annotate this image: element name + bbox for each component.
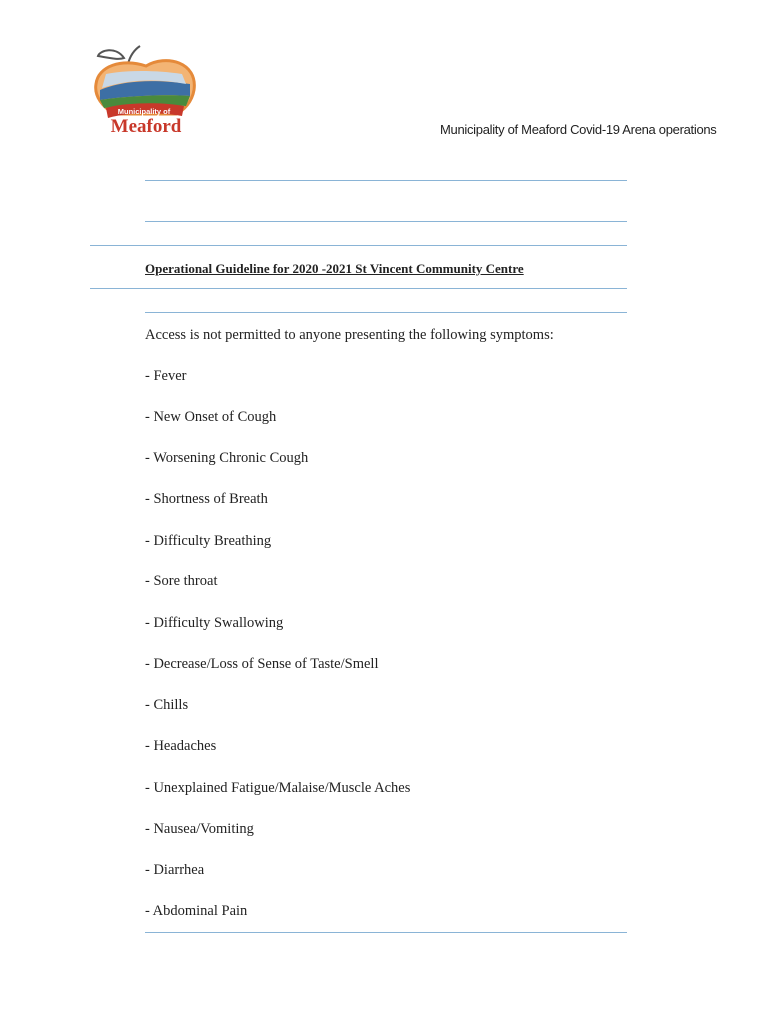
logo-text-main: Meaford bbox=[110, 116, 182, 137]
list-item: - Sore throat bbox=[145, 573, 218, 589]
list-item: - Fever bbox=[145, 368, 187, 384]
divider-line bbox=[90, 288, 627, 289]
list-item: - Decrease/Loss of Sense of Taste/Smell bbox=[145, 656, 379, 672]
divider-line bbox=[145, 221, 627, 222]
document-title: Operational Guideline for 2020 -2021 St Vincent Community Centre bbox=[145, 261, 524, 276]
divider-line bbox=[145, 180, 627, 181]
list-item: - New Onset of Cough bbox=[145, 409, 277, 425]
divider-line bbox=[145, 932, 627, 933]
list-item: - Difficulty Swallowing bbox=[145, 615, 284, 631]
divider-line bbox=[145, 312, 627, 313]
list-item: - Nausea/Vomiting bbox=[145, 821, 254, 837]
municipality-logo-icon bbox=[86, 44, 204, 140]
list-item: - Shortness of Breath bbox=[145, 491, 268, 507]
header-caption: Municipality of Meaford Covid-19 Arena operations bbox=[440, 122, 717, 137]
list-item: - Diarrhea bbox=[145, 862, 205, 878]
list-item: - Headaches bbox=[145, 738, 217, 754]
list-item: - Chills bbox=[145, 697, 189, 713]
list-item: - Difficulty Breathing bbox=[145, 533, 272, 549]
logo-text-top: Municipality of bbox=[117, 107, 171, 116]
divider-line bbox=[90, 245, 627, 246]
list-item: - Worsening Chronic Cough bbox=[145, 450, 309, 466]
list-item: - Abdominal Pain bbox=[145, 903, 248, 919]
list-item: - Unexplained Fatigue/Malaise/Muscle Aches bbox=[145, 780, 411, 796]
intro-text: Access is not permitted to anyone presenting the following symptoms: bbox=[145, 327, 554, 343]
